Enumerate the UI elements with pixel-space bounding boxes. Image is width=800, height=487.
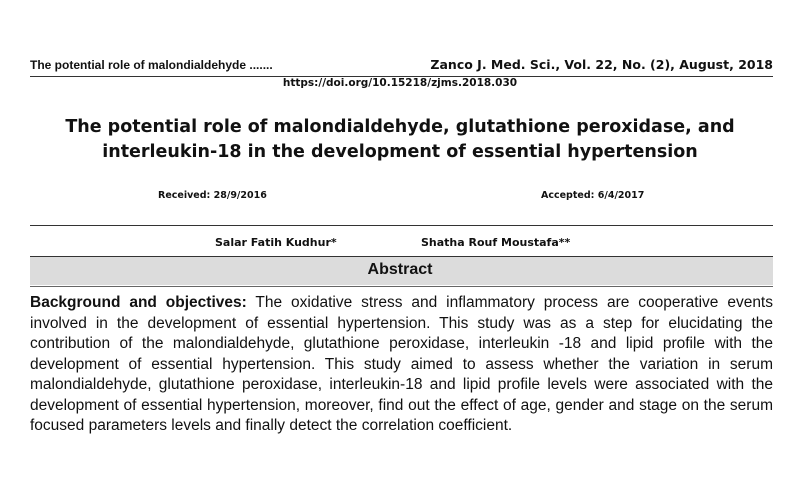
- article-title: The potential role of malondialdehyde, glutathione peroxidase, and interleukin-18 in the development of essential hypertension: [65, 117, 735, 162]
- authors-rule: [30, 225, 773, 226]
- abstract-heading: Abstract: [367, 261, 433, 278]
- running-head: [30, 57, 773, 77]
- received-date: Received: 28/9/2016: [158, 190, 267, 201]
- abstract-text: The oxidative stress and inflammatory process are cooperative events involved in the development of essential hypertension. This study was as a step for elucidating the contribution of the malondialdehyde, glutathione peroxidase, interleukin -18 and lipid profile with the development of essential hypertension. This study aimed to assess whether the variation in serum malondialdehyde, glutathione peroxidase, interleukin-18 and lipid profile levels were associated with the development of essential hypertension, moreover, find out the effect of age, gender and stage on the serum focused parameters levels and finally detect the correlation coefficient.: [30, 294, 773, 434]
- accepted-date: Accepted: 6/4/2017: [541, 190, 645, 201]
- abstract-bottom-rule: [30, 286, 773, 287]
- abstract-body: [30, 293, 773, 437]
- doi-link[interactable]: https://doi.org/10.15218/zjms.2018.030: [282, 77, 518, 89]
- abstract-section-label: Background and objectives:: [30, 294, 247, 311]
- running-head-journal-citation: Zanco J. Med. Sci., Vol. 22, No. (2), August, 2018: [430, 57, 773, 72]
- author-1: Salar Fatih Kudhur*: [215, 236, 337, 249]
- running-head-short-title: The potential role of malondialdehyde .......: [30, 58, 273, 72]
- author-2: Shatha Rouf Moustafa**: [421, 236, 571, 249]
